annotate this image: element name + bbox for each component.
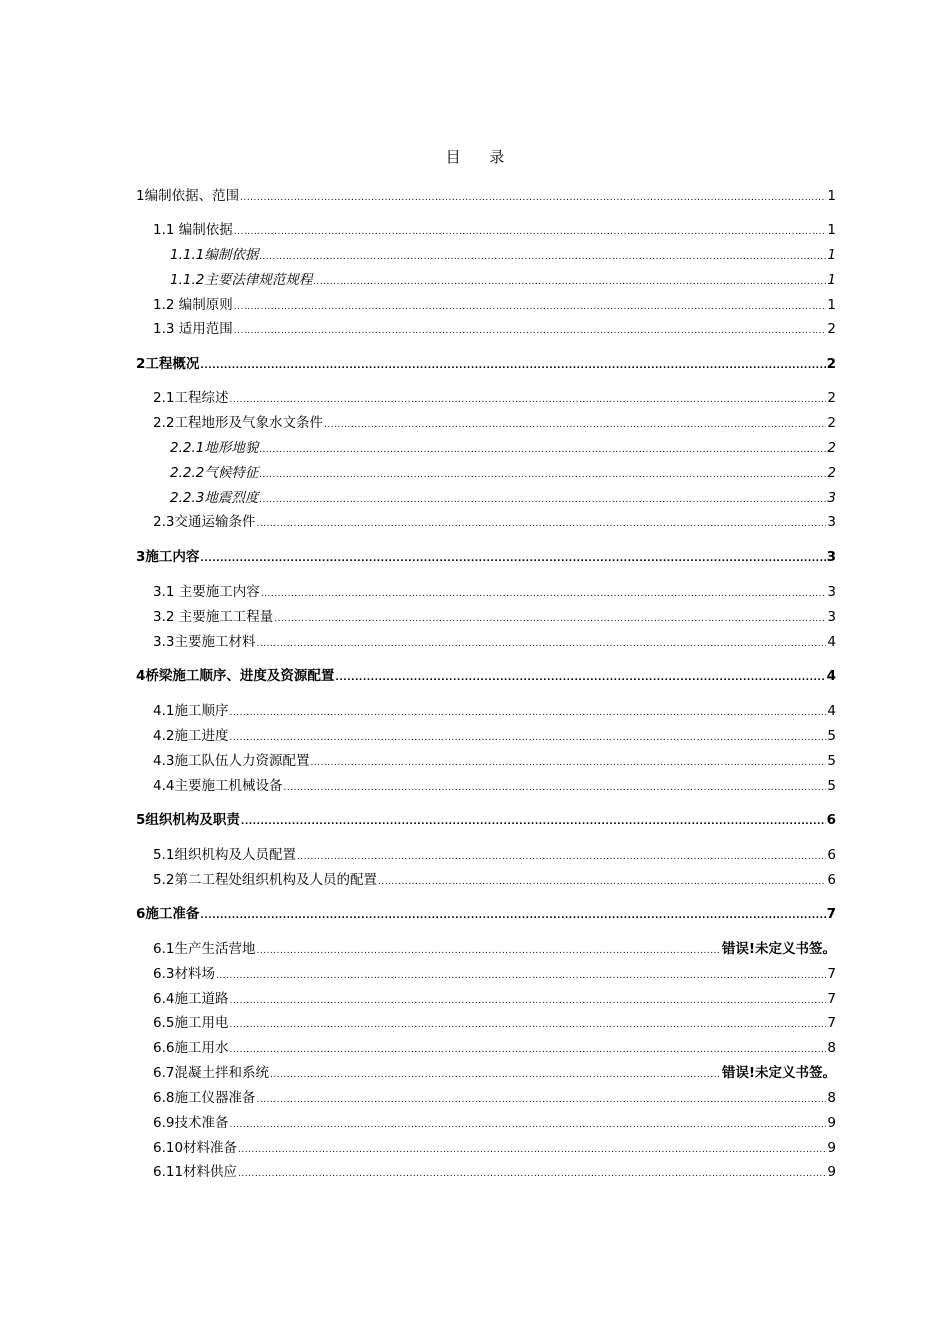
toc-entry-page: 1: [827, 297, 836, 313]
toc-entry[interactable]: [153, 320, 836, 338]
toc-entry-label: 5组织机构及职责: [136, 812, 240, 828]
toc-leader-dots: [229, 729, 826, 747]
toc-entry-label: 6.1生产生活营地: [153, 941, 256, 957]
toc-entry-page: 3: [827, 584, 836, 600]
toc-leader-dots: [259, 441, 826, 459]
toc-entry-page: 9: [827, 1140, 836, 1156]
toc-title: 目 录: [445, 148, 517, 166]
toc-entry[interactable]: [153, 1114, 836, 1132]
toc-leader-dots: [270, 1066, 721, 1084]
toc-leader-dots: [310, 754, 826, 772]
toc-entry[interactable]: [136, 355, 836, 373]
toc-entry[interactable]: [153, 752, 836, 770]
toc-entry-page: 9: [827, 1115, 836, 1131]
toc-entry[interactable]: [153, 871, 836, 889]
toc-entry[interactable]: [153, 633, 836, 651]
toc-entry[interactable]: [153, 727, 836, 745]
toc-leader-dots: [229, 1016, 826, 1034]
toc-entry-label: 6.8施工仪器准备: [153, 1090, 256, 1106]
toc-entry[interactable]: [153, 513, 836, 531]
toc-entry[interactable]: [153, 414, 836, 432]
toc-entry-label: 2工程概况: [136, 356, 200, 372]
toc-entry-page: 2: [827, 390, 836, 406]
toc-entry-label: 2.1工程综述: [153, 390, 229, 406]
toc-entry-page: 5: [827, 778, 836, 794]
toc-entry-label: 6.4施工道路: [153, 991, 229, 1007]
toc-entry-label: 6.10材料准备: [153, 1140, 238, 1156]
toc-leader-dots: [261, 585, 827, 603]
toc-entry[interactable]: [136, 548, 836, 566]
toc-entry-label: 3.3主要施工材料: [153, 634, 256, 650]
toc-entry-page: 2: [826, 356, 836, 372]
toc-leader-dots: [256, 942, 720, 960]
toc-leader-dots: [297, 848, 826, 866]
toc-entry-label: 3.1 主要施工内容: [153, 584, 260, 600]
toc-entry-label: 1.1.1编制依据: [170, 247, 259, 263]
toc-entry-page: 7: [827, 1015, 836, 1031]
toc-entry[interactable]: [153, 1089, 836, 1107]
toc-entry-label: 1编制依据、范围: [136, 188, 240, 204]
toc-entry[interactable]: [153, 965, 836, 983]
toc-entry-error: 错误!未定义书签。: [721, 1065, 836, 1081]
toc-entry-page: 9: [827, 1164, 836, 1180]
toc-leader-dots: [241, 813, 826, 831]
toc-leader-dots: [335, 669, 825, 687]
toc-leader-dots: [229, 1116, 826, 1134]
toc-entry-page: 7: [827, 991, 836, 1007]
toc-entry-page: 2: [827, 440, 836, 456]
toc-entry-label: 2.2.3地震烈度: [170, 490, 259, 506]
toc-entry[interactable]: [153, 1139, 836, 1157]
toc-entry-page: 4: [827, 634, 836, 650]
toc-entry-label: 4.3施工队伍人力资源配置: [153, 753, 310, 769]
toc-entry-page: 8: [827, 1040, 836, 1056]
toc-entry-page: 1: [827, 188, 836, 204]
toc-entry-error: 错误!未定义书签。: [721, 941, 836, 957]
toc-entry[interactable]: [153, 777, 836, 795]
toc-entry[interactable]: [153, 846, 836, 864]
toc-entry[interactable]: [153, 990, 836, 1008]
toc-entry-label: 6.5施工用电: [153, 1015, 229, 1031]
toc-leader-dots: [229, 391, 826, 409]
toc-leader-dots: [313, 273, 826, 291]
toc-entry-label: 6.9技术准备: [153, 1115, 229, 1131]
toc-entry-label: 2.2.1地形地貌: [170, 440, 259, 456]
toc-entry-label: 5.2第二工程处组织机构及人员的配置: [153, 872, 377, 888]
toc-leader-dots: [283, 779, 826, 797]
toc-entry-label: 6.3材料场: [153, 966, 215, 982]
toc-leader-dots: [324, 416, 826, 434]
toc-entry-label: 2.2.2气候特征: [170, 465, 259, 481]
toc-entry-label: 1.2 编制原则: [153, 297, 233, 313]
toc-leader-dots: [229, 992, 826, 1010]
toc-leader-dots: [238, 1141, 826, 1159]
toc-entry[interactable]: [170, 246, 836, 264]
toc-leader-dots: [256, 515, 826, 533]
toc-entry-page: 1: [827, 272, 836, 288]
toc-entry-label: 4.4主要施工机械设备: [153, 778, 283, 794]
toc-entry-page: 8: [827, 1090, 836, 1106]
toc-entry[interactable]: [153, 1039, 836, 1057]
toc-leader-dots: [229, 1041, 826, 1059]
toc-leader-dots: [259, 248, 826, 266]
toc-entry[interactable]: [136, 187, 836, 205]
toc-entry-page: 7: [826, 906, 836, 922]
toc-entry-label: 4桥梁施工顺序、进度及资源配置: [136, 668, 335, 684]
toc-entry-page: 6: [826, 812, 836, 828]
toc-entry-page: 3: [826, 549, 836, 565]
toc-leader-dots: [238, 1165, 826, 1183]
toc-entry-label: 1.1 编制依据: [153, 222, 233, 238]
toc-leader-dots: [256, 1091, 826, 1109]
toc-entry-page: 1: [827, 222, 836, 238]
toc-entry[interactable]: [153, 702, 836, 720]
toc-leader-dots: [259, 466, 826, 484]
toc-entry[interactable]: [136, 905, 836, 923]
toc-leader-dots: [234, 298, 827, 316]
toc-entry[interactable]: [153, 583, 836, 601]
toc-entry-label: 6.7混凝土拌和系统: [153, 1065, 269, 1081]
toc-entry-label: 3.2 主要施工工程量: [153, 609, 274, 625]
toc-entry-page: 2: [827, 415, 836, 431]
toc-leader-dots: [216, 967, 826, 985]
toc-entry-label: 4.2施工进度: [153, 728, 229, 744]
toc-entry-page: 6: [827, 847, 836, 863]
toc-entry[interactable]: [170, 464, 836, 482]
toc-entry-page: 1: [827, 247, 836, 263]
toc-entry-page: 3: [827, 490, 836, 506]
toc-entry-label: 6施工准备: [136, 906, 200, 922]
toc-entry[interactable]: [170, 439, 836, 457]
toc-entry-label: 6.6施工用水: [153, 1040, 229, 1056]
toc-entry-label: 1.1.2主要法律规范规程: [170, 272, 313, 288]
toc-entry-page: 3: [827, 609, 836, 625]
toc-leader-dots: [240, 189, 826, 207]
toc-leader-dots: [378, 873, 826, 891]
toc-entry-label: 6.11材料供应: [153, 1164, 238, 1180]
toc-entry-label: 3施工内容: [136, 549, 200, 565]
toc-entry-page: 4: [827, 703, 836, 719]
toc-entry[interactable]: [170, 489, 836, 507]
toc-leader-dots: [200, 907, 825, 925]
toc-leader-dots: [259, 491, 826, 509]
toc-entry[interactable]: [153, 1014, 836, 1032]
toc-leader-dots: [234, 223, 827, 241]
toc-entry[interactable]: [153, 1064, 836, 1082]
toc-entry-page: 7: [827, 966, 836, 982]
toc-entry[interactable]: [170, 271, 836, 289]
toc-entry[interactable]: [153, 608, 836, 626]
toc-entry-label: 5.1组织机构及人员配置: [153, 847, 296, 863]
toc-entry[interactable]: [153, 940, 836, 958]
toc-entry-page: 2: [827, 321, 836, 337]
toc-entry-label: 2.3交通运输条件: [153, 514, 256, 530]
toc-entry[interactable]: [153, 1163, 836, 1181]
toc-leader-dots: [256, 635, 826, 653]
toc-leader-dots: [200, 357, 825, 375]
toc-entry-page: 2: [827, 465, 836, 481]
toc-entry-page: 6: [827, 872, 836, 888]
toc-entry-label: 4.1施工顺序: [153, 703, 229, 719]
toc-leader-dots: [200, 550, 825, 568]
toc-entry[interactable]: [153, 296, 836, 314]
toc-entry-page: 5: [827, 753, 836, 769]
toc-entry-page: 3: [827, 514, 836, 530]
toc-entry-page: 4: [826, 668, 836, 684]
toc-entry[interactable]: [136, 811, 836, 829]
toc-entry[interactable]: [153, 389, 836, 407]
toc-leader-dots: [274, 610, 826, 628]
toc-entry[interactable]: [153, 221, 836, 239]
toc-entry-page: 5: [827, 728, 836, 744]
toc-entry-label: 2.2工程地形及气象水文条件: [153, 415, 323, 431]
toc-leader-dots: [229, 704, 826, 722]
toc-entry[interactable]: [136, 667, 836, 685]
toc-entry-label: 1.3 适用范围: [153, 321, 233, 337]
toc-leader-dots: [234, 322, 827, 340]
